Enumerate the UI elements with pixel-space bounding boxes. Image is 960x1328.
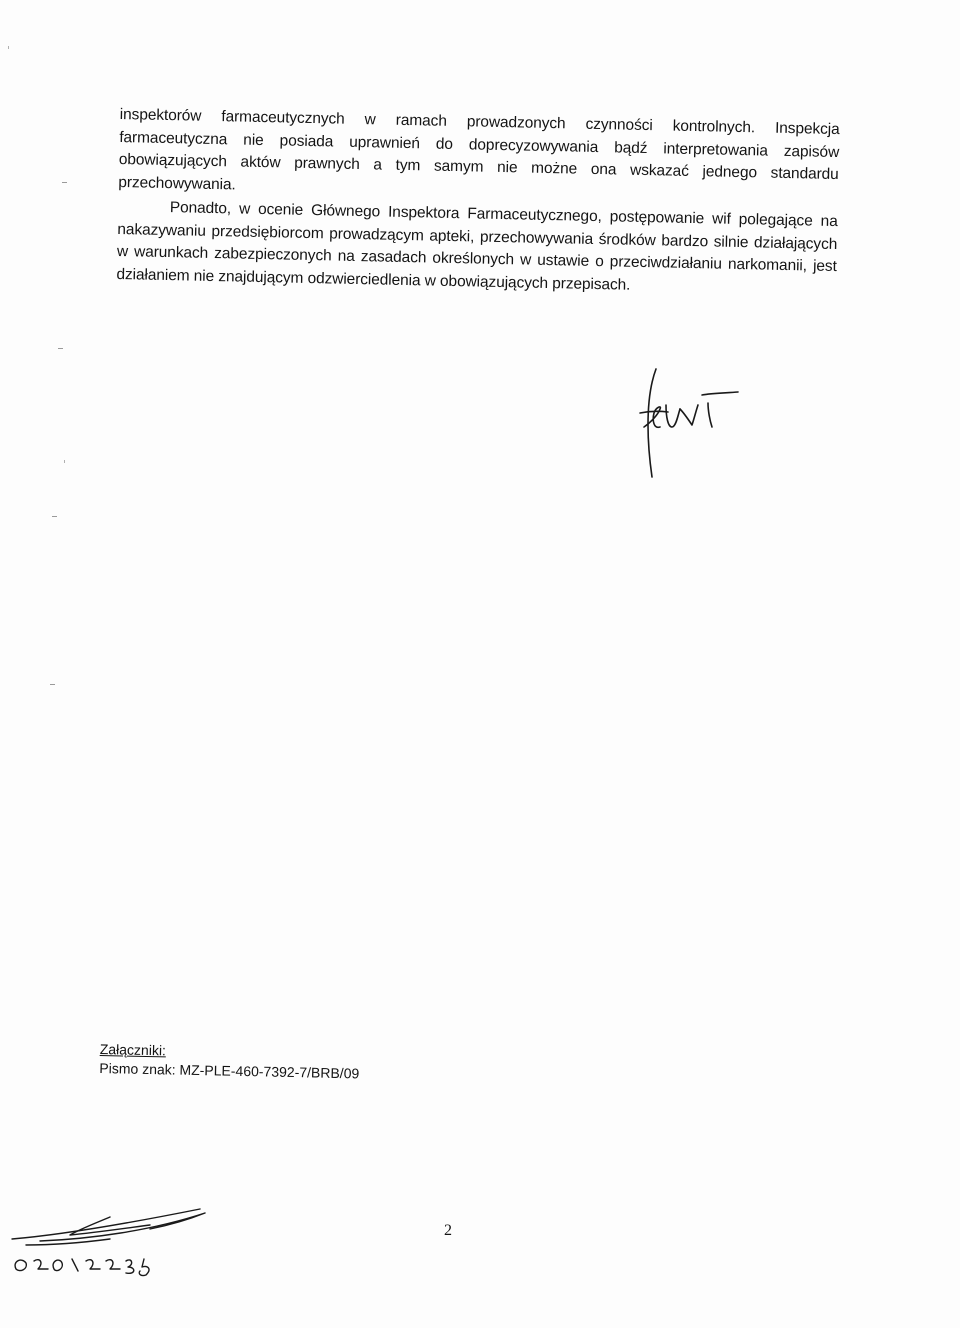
scan-mark — [58, 348, 63, 349]
handwritten-date-icon — [0, 1195, 240, 1285]
attachments — [99, 1040, 360, 1083]
attachments-label: Załączniki: — [99, 1040, 167, 1059]
scan-mark — [8, 46, 9, 49]
scan-mark — [64, 460, 65, 463]
signature-icon — [610, 365, 750, 480]
page-number: 2 — [444, 1222, 452, 1239]
scan-mark — [50, 684, 55, 685]
letter-body — [116, 104, 840, 301]
paragraph-1: inspektorów farmaceutycznych w ramach prowadzonych czynności kontrolnych. Inspekcja farmaceutyczna nie posiada uprawnień do doprecyzowywania bądź interpretowania zapisów obowiązujących aktów prawnych a tym samym nie możne ona wskazać jednego standardu przechowywania. — [118, 105, 840, 193]
attachment-reference: Pismo znak: MZ-PLE-460-7392-7/BRB/09 — [99, 1059, 360, 1082]
scan-mark — [52, 516, 57, 517]
paragraph-2: Ponadto, w ocenie Głównego Inspektora Farmaceutycznego, postępowanie wif polegające na nakazywaniu przedsiębiorcom prowadzącym apteki, przechowywania środków bardzo silnie działających w warunkach zabezpieczonych na zasadach określonych w ustawie o przeciwdziałaniu narkomanii, jest działaniem nie znajdującym odzwierciedlenia w obowiązujących przepisach. — [116, 199, 838, 294]
scan-mark — [62, 182, 67, 183]
